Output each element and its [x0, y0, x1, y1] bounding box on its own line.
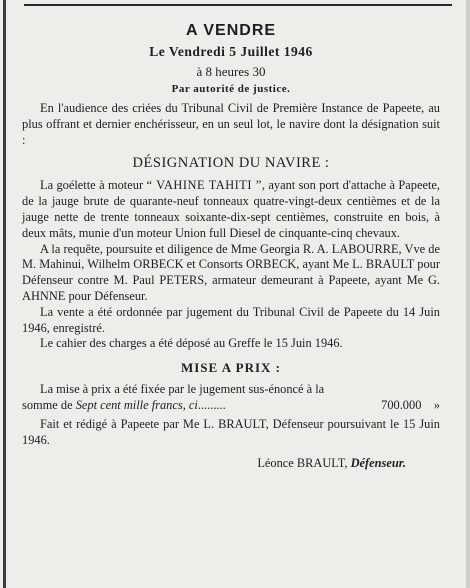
drafted-paragraph: Fait et rédigé à Papeete par Me L. BRAULT, Défenseur poursuivant le 15 Juin 1946.: [22, 416, 440, 447]
price-prefix: somme de: [22, 397, 76, 412]
description-rest: , ayant son port d'attache à Papeete, de la jauge brute de quarante-neuf tonneaux quatre-vingt-deux centièmes et de la jauge nette de trente tonneaux soixante-dix-sept centièmes, construite en bois, à deux mâts, munie d'un moteur Union full Diesel de cinquante-cinq chevaux.: [22, 178, 440, 240]
signature-name: Léonce BRAULT,: [257, 456, 351, 471]
notice-title: A VENDRE: [185, 22, 277, 39]
deposit-paragraph: Le cahier des charges a été déposé au Greffe le 15 Juin 1946.: [40, 336, 343, 351]
vessel-description: [22, 178, 440, 241]
authority-line: Par autorité de justice.: [171, 83, 291, 95]
price-in-words: Sept cent mille francs, ci: [75, 397, 198, 412]
intro-paragraph: En l'audience des criées du Tribunal Civil de Première Instance de Papeete, au plus offrant et dernier enchérisseur, en un seul lot, le navire dont la désignation suit :: [22, 101, 440, 147]
designation-heading: DÉSIGNATION DU NAVIRE :: [132, 155, 330, 172]
mise-a-prix-text: La mise à prix a été fixée par le jugement sus-énoncé à la: [40, 382, 325, 397]
price-mark: »: [433, 397, 440, 412]
signature: [22, 456, 440, 471]
sale-date: Le Vendredi 5 Juillet 1946: [149, 44, 313, 59]
request-paragraph: A la requête, poursuite et diligence de Mme Georgia R. A. LABOURRE, Vve de M. Mahinui, Wilhelm ORBECK et Consorts ORBECK, ayant Me L. BRAULT pour Défenseur contre M. Paul PETERS, armateur demeurant à Papeete, ayant Me G. AHNNE pour Défenseur.: [22, 241, 440, 303]
price-line: [22, 398, 440, 414]
price-figure: [381, 398, 440, 414]
page-edge: [466, 0, 470, 588]
sale-notice: [22, 22, 440, 471]
price-words: [22, 398, 226, 414]
judgment-paragraph: La vente a été ordonnée par jugement du Tribunal Civil de Papeete du 14 Juin 1946, enregistré.: [22, 304, 440, 335]
price-leader-dots: .........: [197, 397, 226, 412]
vessel-name: “ VAHINE TAHITI ”: [146, 178, 262, 193]
left-border-rule: [3, 0, 6, 588]
mise-a-prix-heading: MISE A PRIX :: [180, 360, 282, 376]
description-start: La goélette à moteur: [40, 178, 147, 193]
signature-role: Défenseur.: [350, 456, 406, 471]
top-rule: [24, 4, 452, 6]
price-value: 700.000: [381, 397, 422, 412]
sale-hour: à 8 heures 30: [196, 64, 266, 79]
